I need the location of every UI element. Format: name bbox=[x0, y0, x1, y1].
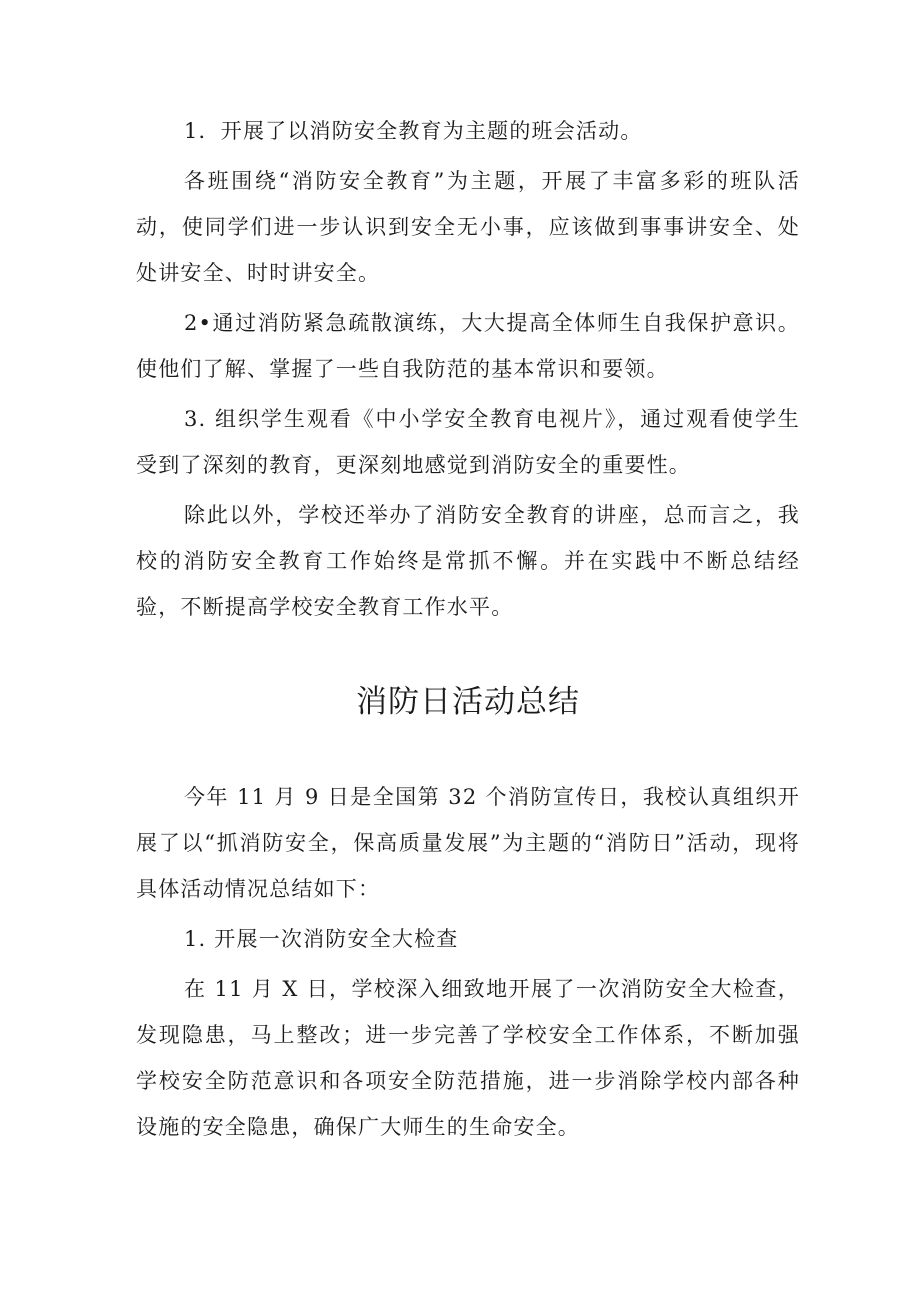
section1-item2: 2•通过消防紧急疏散演练，大大提高全体师生自我保护意识。使他们了解、掌握了一些自我防范的基本常识和要领。 bbox=[136, 311, 800, 381]
section1-item1: 1．开展了以消防安全教育为主题的班会活动。 bbox=[184, 119, 643, 143]
section2-item1-body: 在 11 月 X 日，学校深入细致地开展了一次消防安全大检查，发现隐患，马上整改；进一步完善了学校安全工作体系，不断加强学校安全防范意识和各项安全防范措施，进一步消除学校内部各种设施的安全隐患，确保广大师生的生命安全。 bbox=[136, 977, 800, 1139]
section1-item1-body: 各班围绕“消防安全教育”为主题，开展了丰富多彩的班队活动，使同学们进一步认识到安全无小事，应该做到事事讲安全、处处讲安全、时时讲安全。 bbox=[136, 169, 800, 285]
section2-item1-heading: 1. 开展一次消防安全大检查 bbox=[184, 927, 459, 951]
document-body bbox=[136, 108, 800, 1150]
section1-closing: 除此以外，学校还举办了消防安全教育的讲座，总而言之，我校的消防安全教育工作始终是常抓不懈。并在实践中不断总结经验，不断提高学校安全教育工作水平。 bbox=[136, 503, 800, 619]
section2-intro: 今年 11 月 9 日是全国第 32 个消防宣传日，我校认真组织开展了以“抓消防安全，保高质量发展”为主题的“消防日”活动，现将具体活动情况总结如下： bbox=[136, 785, 800, 901]
page-title: 消防日活动总结 bbox=[356, 684, 580, 720]
section1-item3: 3. 组织学生观看《中小学安全教育电视片》，通过观看使学生受到了深刻的教育，更深刻地感觉到消防安全的重要性。 bbox=[136, 407, 800, 477]
